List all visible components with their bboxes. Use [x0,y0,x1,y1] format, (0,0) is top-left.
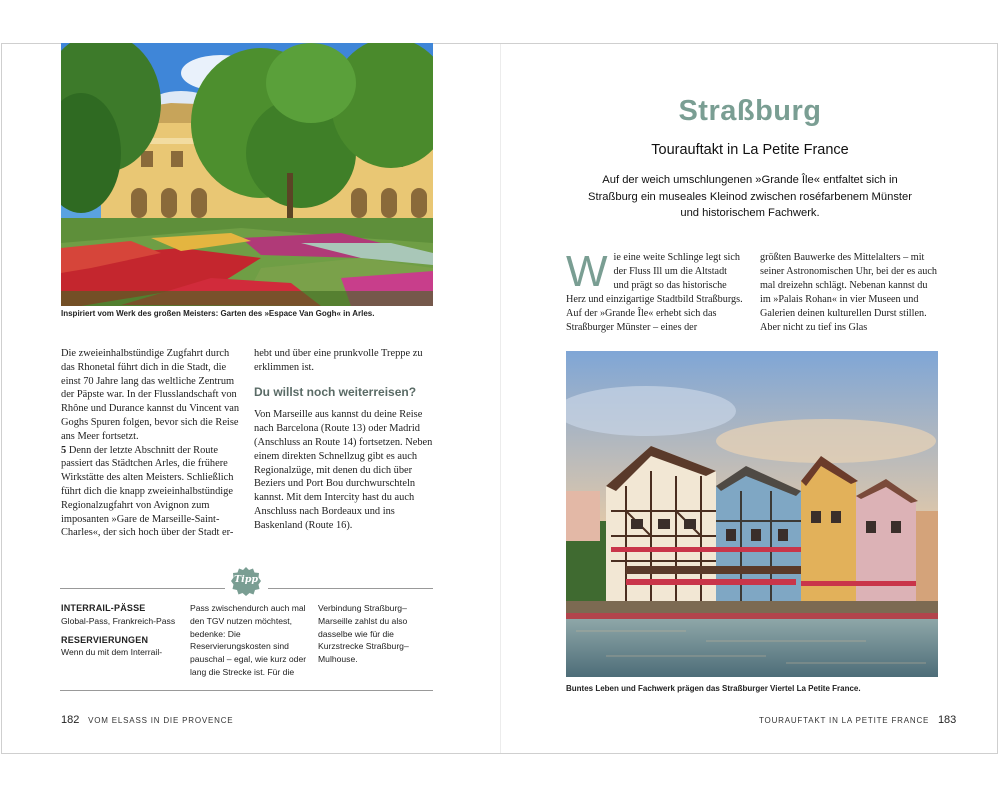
tip-column-2 [190,602,308,679]
lead-paragraph: Auf der weich umschlungenen »Grande Île« entfaltet sich in Straßburg ein museales Kleinod zwischen roséfarbenem Münster und historischem Fachwerk. [588,174,912,219]
garden-photo [61,43,433,306]
page-number: 182 [61,714,80,726]
tip-badge [231,567,261,597]
paragraph [61,444,240,541]
running-head: VOM ELSASS IN DIE PROVENCE [88,716,234,725]
left-folio [61,714,233,726]
tip-text: Global-Pass, Frankreich-Pass [61,615,176,626]
paragraph: Von Marseille aus kannst du deine Reise nach Barcelona (Route 13) oder Madrid (Anschluss an Route 14) fortsetzen. Neben einem direkten Schnellzug gibt es auch Regionalzüge, mit denen du dich über Beziers und Port Bou durchwurschteln kannst. Mit dem Intercity hast du auch Anschluss nach Bordeaux und ins Baskenland (Route 16). [254,409,433,531]
paragraph: hebt und über eine prunkvolle Treppe zu erklimmen ist. [254,348,423,373]
tip-rule-left [60,588,225,589]
tip-rule-right [268,588,433,589]
tip-column-1 [61,602,181,659]
tip-text: Wenn du mit dem Interrail- [61,647,163,658]
step-number: 5 [61,444,67,456]
right-folio [759,714,956,726]
tip-column-3 [318,602,434,666]
left-column-2 [254,347,433,533]
running-head: TOURAUFTAKT IN LA PETITE FRANCE [759,716,930,725]
petite-france-photo-caption: Buntes Leben und Fachwerk prägen das Straßburger Viertel La Petite France. [566,684,861,693]
paragraph-text: größten Bauwerke des Mittelalters – mit seiner Astronomischen Uhr, bei der es auch mal dreizehn schlägt. Nebenan kannst du im »Palais Rohan« in vier Museen und Galerien deinen kulturellen Durst stillen. Aber nicht zu tief ins Glas [760,252,937,333]
garden-photo-caption: Inspiriert vom Werk des großen Meisters: Garten des »Espace Van Gogh« in Arles. [61,309,375,318]
page-gutter [500,44,501,753]
tip-text: Verbindung Straßburg–Marseille zahlst du also dasselbe wie für die Kurzstrecke Straßburg–Mulhouse. [318,603,409,665]
tip-heading: INTERRAIL-PÄSSE [61,603,146,613]
tip-badge-label: Tipp [234,574,258,585]
paragraph-text: Denn der letzte Abschnitt der Route passiert das Städtchen Arles, die frühere Wirkstätte des alten Meisters. Schließlich führt dich die knapp zweieinhalbstündige Regionalzugfahrt von Avignon zum imposanten »Gare de Marseille-Saint-Charles«, der sich hoch über der Stadt er- [61,444,234,539]
right-column-1 [566,247,744,335]
paragraph-text: ie eine weite Schlinge legt sich der Fluss Ill um die Altstadt und prägt so das historische Herz und einzigartige Stadtbild Straßburgs. Auf der »Grande Île« erhebt sich das Straßburger Münster – eines der [566,252,743,333]
paragraph: Die zweieinhalbstündige Zugfahrt durch das Rhonetal führt dich in die Stadt, die einst 70 Jahre lang das weltliche Zentrum der Päpste war. In der Flusslandschaft von Rhône und Durance kannst du Vincent van Goghs Spuren folgen, bevor sich die Reise ans Meer fortsetzt. [61,348,240,442]
page-subtitle: Tourauftakt in La Petite France [651,142,849,158]
left-column-1 [61,347,240,540]
page-number: 183 [937,714,957,726]
petite-france-photo [566,351,938,677]
tip-rule-bottom [60,690,433,691]
tip-text: Pass zwischendurch auch mal den TGV nutzen möchtest, bedenke: Die Reservierungskosten sind pauschal – egal, wie kurz oder lang die Strecke ist. Für die [190,603,307,677]
page-title: Straßburg [678,95,822,127]
drop-cap: W [566,247,608,296]
section-subhead: Du willst noch weiterreisen? [254,384,417,399]
right-column-2 [760,251,938,335]
tip-heading: RESERVIERUNGEN [61,634,149,645]
